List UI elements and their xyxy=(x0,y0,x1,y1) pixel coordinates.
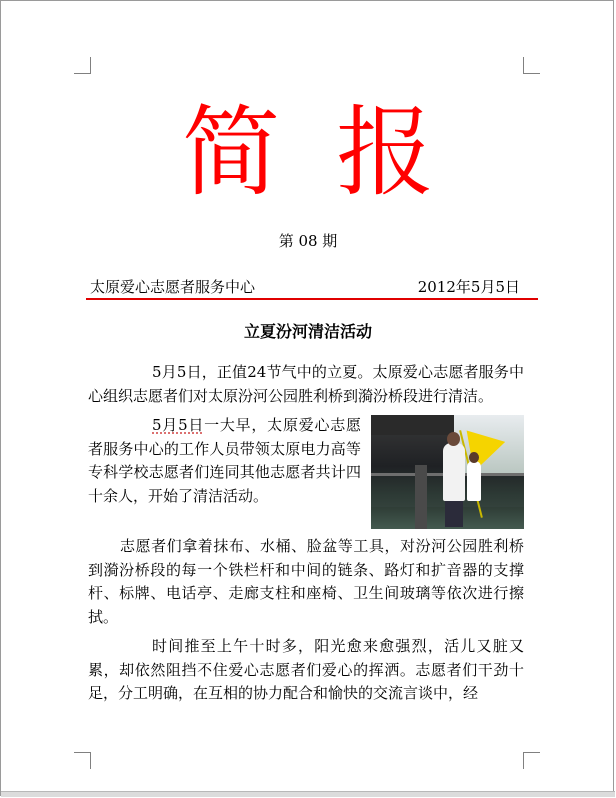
paragraph-4: 时间推至上午十时多，阳光愈来愈强烈，活儿又脏又累，却依然阻挡不住爱心志愿者们爱心的挥洒。志愿者们干劲十足，分工明确，在互相的协力配合和愉快的交流言谈中，经 xyxy=(88,637,524,702)
masthead-title: 简报 xyxy=(181,96,490,210)
crop-mark-top-right xyxy=(523,57,540,74)
article-headline: 立夏汾河清洁活动 xyxy=(243,322,372,341)
volunteer-photo xyxy=(371,415,524,529)
crop-mark-bottom-left xyxy=(74,752,91,769)
red-divider xyxy=(86,298,538,300)
organization-name: 太原爱心志愿者服务中心 xyxy=(90,278,256,296)
article-body xyxy=(88,361,524,712)
paragraph-1: 5月5日，正值24节气中的立夏。太原爱心志愿者服务中心组织志愿者们对太原汾河公园胜利桥到漪汾桥段进行清洁。 xyxy=(88,363,524,405)
issue-number: 第 08 期 xyxy=(278,232,338,250)
crop-mark-top-left xyxy=(74,57,91,74)
header-row xyxy=(90,277,520,297)
publish-date: 2012年5月5日 xyxy=(417,278,520,296)
paragraph-2-date: 5月5日 xyxy=(152,416,205,434)
paragraph-3: 志愿者们拿着抹布、水桶、脸盆等工具，对汾河公园胜利桥到漪汾桥段的每一个铁栏杆和中间的链条、路灯和扩音器的支撑杆、标牌、电话亭、走廊支柱和座椅、卫生间玻璃等依次进行擦拭。 xyxy=(88,537,524,626)
crop-mark-bottom-right xyxy=(523,752,540,769)
window-bottom-strip xyxy=(1,791,615,797)
paragraph-2-text: 一大早，太原爱心志愿者服务中心的工作人员带领太原电力高等专科学校志愿者们连同其他志愿者共计四十余人，开始了清洁活动。 xyxy=(88,416,361,505)
